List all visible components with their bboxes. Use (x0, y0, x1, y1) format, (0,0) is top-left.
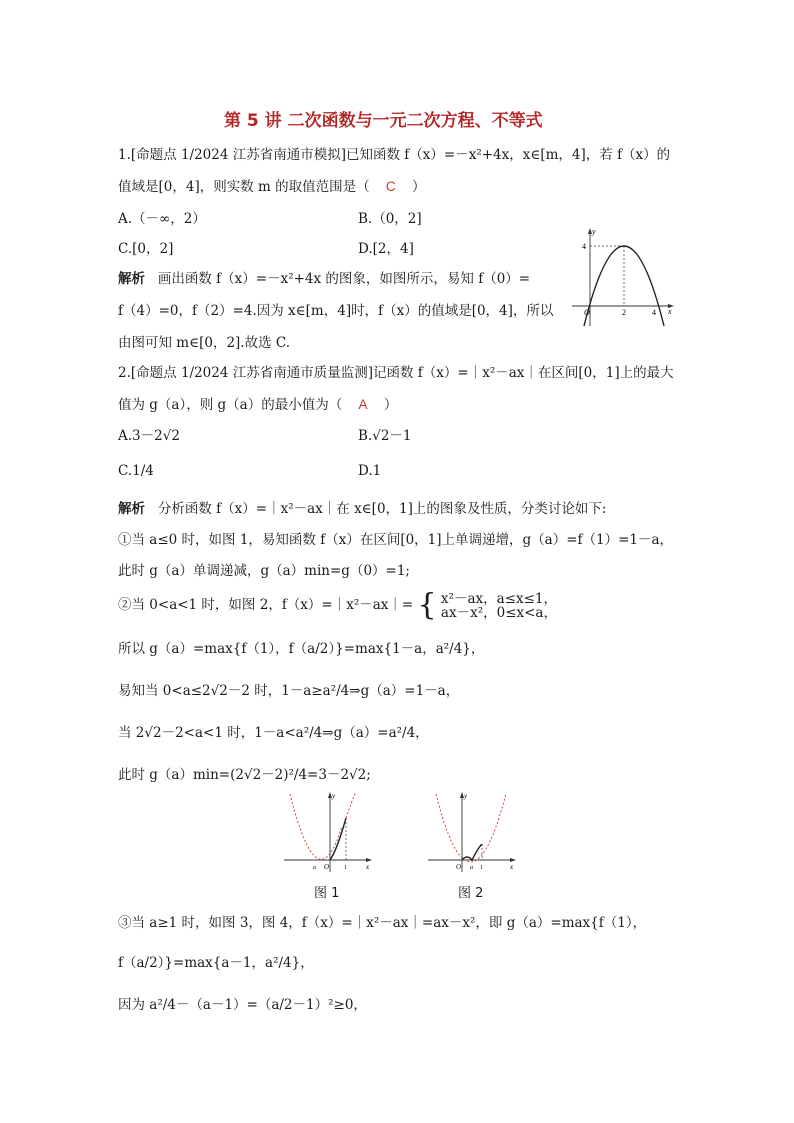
svg-text:x: x (366, 863, 370, 871)
q1-parabola-graph (566, 226, 678, 330)
page-title: 第 5 讲 二次函数与一元二次方程、不等式 (224, 111, 543, 131)
svg-text:O: O (456, 863, 462, 871)
q1-solution-text1: 画出函数 f（x）=－x²+4x 的图象，如图所示，易知 f（0）= (157, 271, 531, 287)
piecewise-case-1: x²－ax，a≤x≤1， (440, 590, 557, 607)
q2-case1-line2: 此时 g（a）单调递减，g（a）min=g（0）=1; (118, 563, 410, 579)
q1-option-a: A.（－∞，2） (118, 211, 206, 227)
q1-graph-origin: O (584, 308, 590, 317)
svg-text:a: a (470, 865, 473, 871)
q1-solution-label: 解析 (118, 271, 145, 287)
q1-option-b: B.（0，2] (358, 211, 422, 227)
q2-stem-line2 (118, 396, 397, 414)
q2-solution-intro-text: 分析函数 f（x）=｜x²－ax｜在 x∈[0，1]上的图象及性质，分类讨论如下: (157, 501, 607, 517)
q2-option-c: C.1/4 (118, 463, 154, 479)
figure-1-graph (282, 790, 374, 874)
q2-option-a: A.3－2√2 (118, 428, 180, 444)
figure-1-caption: 图 1 (314, 886, 340, 901)
q1-solution-line1 (118, 270, 530, 288)
q2-case3-line2: f（a/2）}=max{a－1，a²/4}， (118, 955, 314, 971)
q1-solution-line3: 由图可知 m∈[0，2].故选 C. (118, 335, 291, 351)
figure-2-caption: 图 2 (458, 886, 484, 901)
svg-text:x: x (510, 863, 514, 871)
q2-option-d: D.1 (358, 463, 382, 479)
svg-text:y: y (332, 792, 336, 800)
q1-option-c: C.[0，2] (118, 241, 174, 257)
figure-2-graph (426, 790, 518, 874)
q2-solution-intro (118, 500, 606, 518)
q2-case2-line3: 易知当 0<a≤2√2－2 时，1－a≥a²/4⇒g（a）=1－a， (118, 683, 460, 699)
q2-case2-text: ②当 0<a<1 时，如图 2，f（x）=｜x²－ax｜= (118, 597, 414, 613)
q2-solution-label: 解析 (118, 501, 145, 517)
svg-text:y: y (464, 792, 468, 800)
q1-stem-line1: 1.[命题点 1/2024 江苏省南通市模拟]已知函数 f（x）=－x²+4x，x∈[m，4]，若 f（x）的 (118, 147, 671, 163)
q1-graph-y-label: y (592, 227, 596, 236)
svg-text:O: O (324, 863, 330, 871)
q2-option-b: B.√2－1 (358, 428, 412, 444)
q2-stem-text: 值为 g（a），则 g（a）的最小值为（ (118, 397, 343, 413)
piecewise-cases (441, 592, 557, 620)
q1-graph-tick-2: 2 (622, 308, 626, 317)
q1-graph-tick-4: 4 (652, 308, 656, 317)
q2-case3-line1: ③当 a≥1 时，如图 3，图 4，f（x）=｜x²－ax｜=ax－x²，即 g（a）=max{f（1）， (118, 915, 647, 931)
q2-case2-line1 (118, 587, 557, 623)
q2-case2-line5: 此时 g（a）min=(2√2－2)²/4=3－2√2; (118, 767, 371, 783)
q2-stem-line1: 2.[命题点 1/2024 江苏省南通市质量监测]记函数 f（x）=｜x²－ax｜在区间[0，1]上的最大 (118, 365, 674, 381)
q1-option-d: D.[2，4] (358, 241, 414, 257)
q2-case2-line4: 当 2√2－2<a<1 时，1－a<a²/4⇒g（a）=a²/4， (118, 725, 429, 741)
q1-stem-line2 (118, 178, 425, 196)
left-brace-symbol: { (417, 587, 437, 623)
svg-text:1: 1 (344, 865, 347, 871)
svg-text:1: 1 (480, 865, 483, 871)
q1-stem-text: 值域是[0，4]，则实数 m 的取值范围是（ (118, 179, 370, 195)
q1-graph-tick-y4: 4 (582, 242, 586, 251)
q2-case1-line1: ①当 a≤0 时，如图 1，易知函数 f（x）在区间[0，1]上单调递增，g（a）=f（1）=1－a， (118, 532, 674, 548)
svg-text:a: a (313, 865, 316, 871)
piecewise-case-2: ax－x²，0≤x<a， (440, 604, 557, 621)
q2-case2-line2: 所以 g（a）=max{f（1），f（a/2）}=max{1－a，a²/4}， (118, 641, 485, 657)
q2-answer: A (358, 397, 368, 412)
q1-graph-x-label: x (668, 307, 672, 316)
q1-solution-line2: f（4）=0，f（2）=4.因为 x∈[m，4]时，f（x）的值域是[0，4]，所以 (118, 303, 554, 319)
q1-answer: C (385, 179, 396, 194)
q2-case3-line3: 因为 a²/4－（a－1）=（a/2－1）²≥0， (118, 997, 367, 1013)
q1-stem-close: ） (411, 179, 426, 195)
q2-stem-close: ） (383, 397, 398, 413)
